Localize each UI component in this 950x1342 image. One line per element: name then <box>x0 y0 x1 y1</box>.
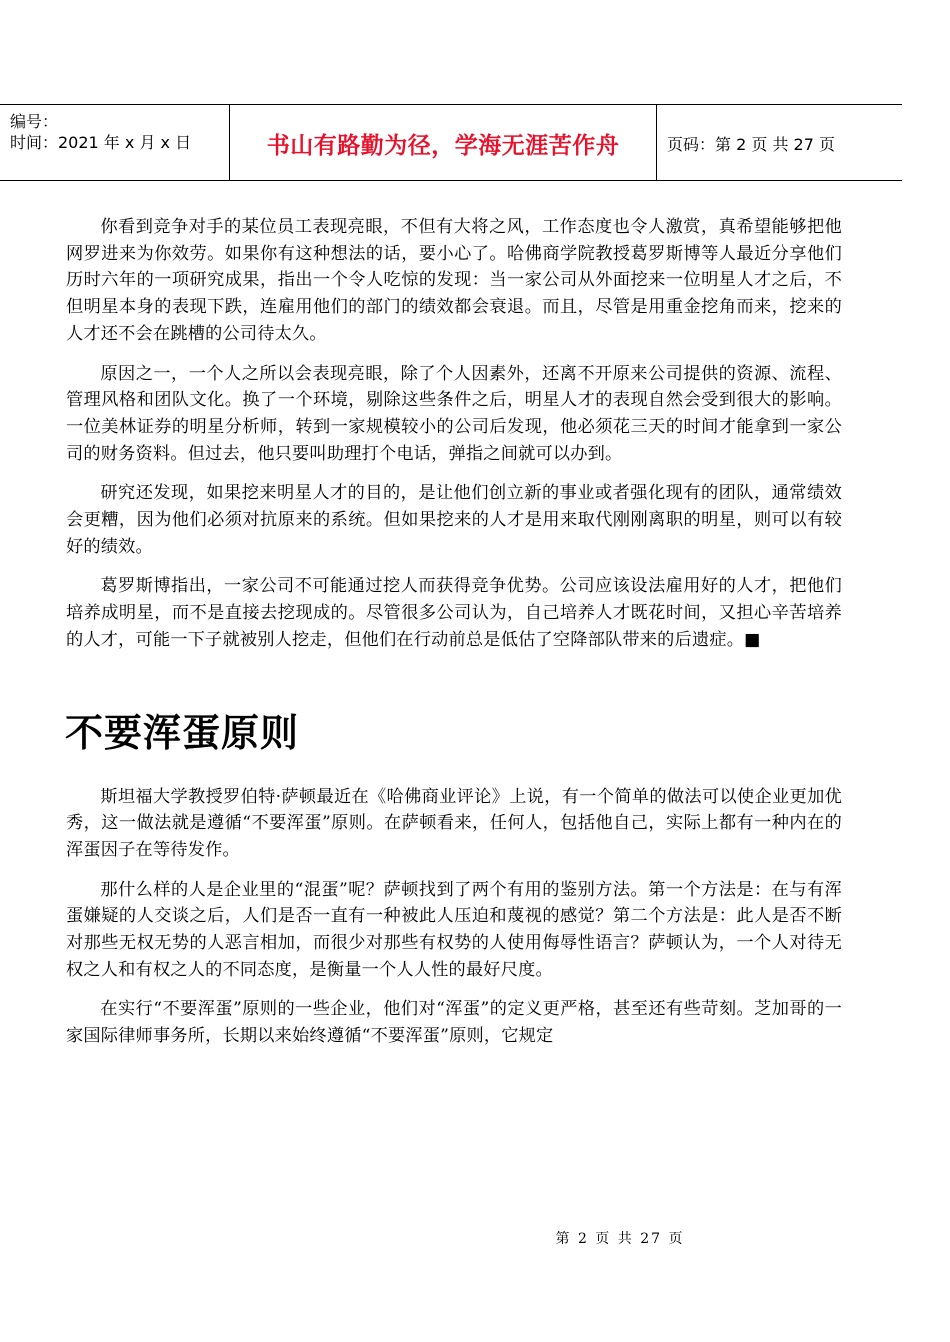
paragraph: 研究还发现，如果挖来明星人才的目的，是让他们创立新的事业或者强化现有的团队，通常绩效会更糟，因为他们必须对抗原来的系统。但如果挖来的人才是用来取代刚刚离职的明星，则可以有较好的绩效。 <box>66 483 842 557</box>
paragraph: 在实行“不要浑蛋”原则的一些企业，他们对“浑蛋”的定义更严格，甚至还有些苛刻。芝加哥的一家国际律师事务所，长期以来始终遵循“不要浑蛋”原则，它规定 <box>66 999 842 1047</box>
date-label: 时间：2021 年 x 月 x 日 <box>10 133 192 152</box>
page-footer: 第 2 页 共 27 页 <box>555 1231 685 1247</box>
header-page-info: 页码：第 2 页 共 27 页 <box>667 135 835 154</box>
paragraph: 原因之一，一个人之所以会表现亮眼，除了个人因素外，还离不开原来公司提供的资源、流程、管理风格和团队文化。换了一个环境，剔除这些条件之后，明星人才的表现自然会受到很大的影响。一位美林证券的明星分析师，转到一家规模较小的公司后发现，他必须花三天的时间才能拿到一家公司的财务资料。但过去，他只要叫助理打个电话，弹指之间就可以办到。 <box>66 363 842 464</box>
paragraph: 那什么样的人是企业里的“混蛋”呢？萨顿找到了两个有用的鉴别方法。第一个方法是：在与有浑蛋嫌疑的人交谈之后，人们是否一直有一种被此人压迫和蔑视的感觉？第二个方法是：此人是否不断对那些无权无势的人恶言相加，而很少对那些有权势的人使用侮辱性语言？萨顿认为，一个人对待无权之人和有权之人的不同态度，是衡量一个人人性的最好尺度。 <box>66 879 842 980</box>
section-heading: 不要浑蛋原则 <box>65 710 300 755</box>
article-body <box>66 214 842 1063</box>
paragraph: 斯坦福大学教授罗伯特·萨顿最近在《哈佛商业评论》上说，有一个简单的做法可以使企业更加优秀，这一做法就是遵循“不要浑蛋”原则。在萨顿看来，任何人，包括他自己，实际上都有一种内在的浑蛋因子在等待发作。 <box>66 786 842 860</box>
header-motto: 书山有路勤为径，学海无涯苦作舟 <box>230 105 657 180</box>
paragraph: 你看到竞争对手的某位员工表现亮眼，不但有大将之风，工作态度也令人激赏，真希望能够把他网罗进来为你效劳。如果你有这种想法的话，要小心了。哈佛商学院教授葛罗斯博等人最近分享他们历时六年的一项研究成果，指出一个令人吃惊的发现：当一家公司从外面挖来一位明星人才之后，不但明星本身的表现下跌，连雇用他们的部门的绩效都会衰退。而且，尽管是用重金挖角而来，挖来的人才还不会在跳槽的公司待太久。 <box>66 217 842 344</box>
serial-number-label: 编号： <box>10 112 59 131</box>
header-meta-cell <box>0 105 230 180</box>
document-header <box>0 104 902 181</box>
paragraph: 葛罗斯博指出，一家公司不可能通过挖人而获得竞争优势。公司应该设法雇用好的人才，把他们培养成明星，而不是直接去挖现成的。尽管很多公司认为，自己培养人才既花时间，又担心辛苦培养的人才，可能一下子就被别人挖走，但他们在行动前总是低估了空降部队带来的后遗症。■ <box>66 576 842 650</box>
